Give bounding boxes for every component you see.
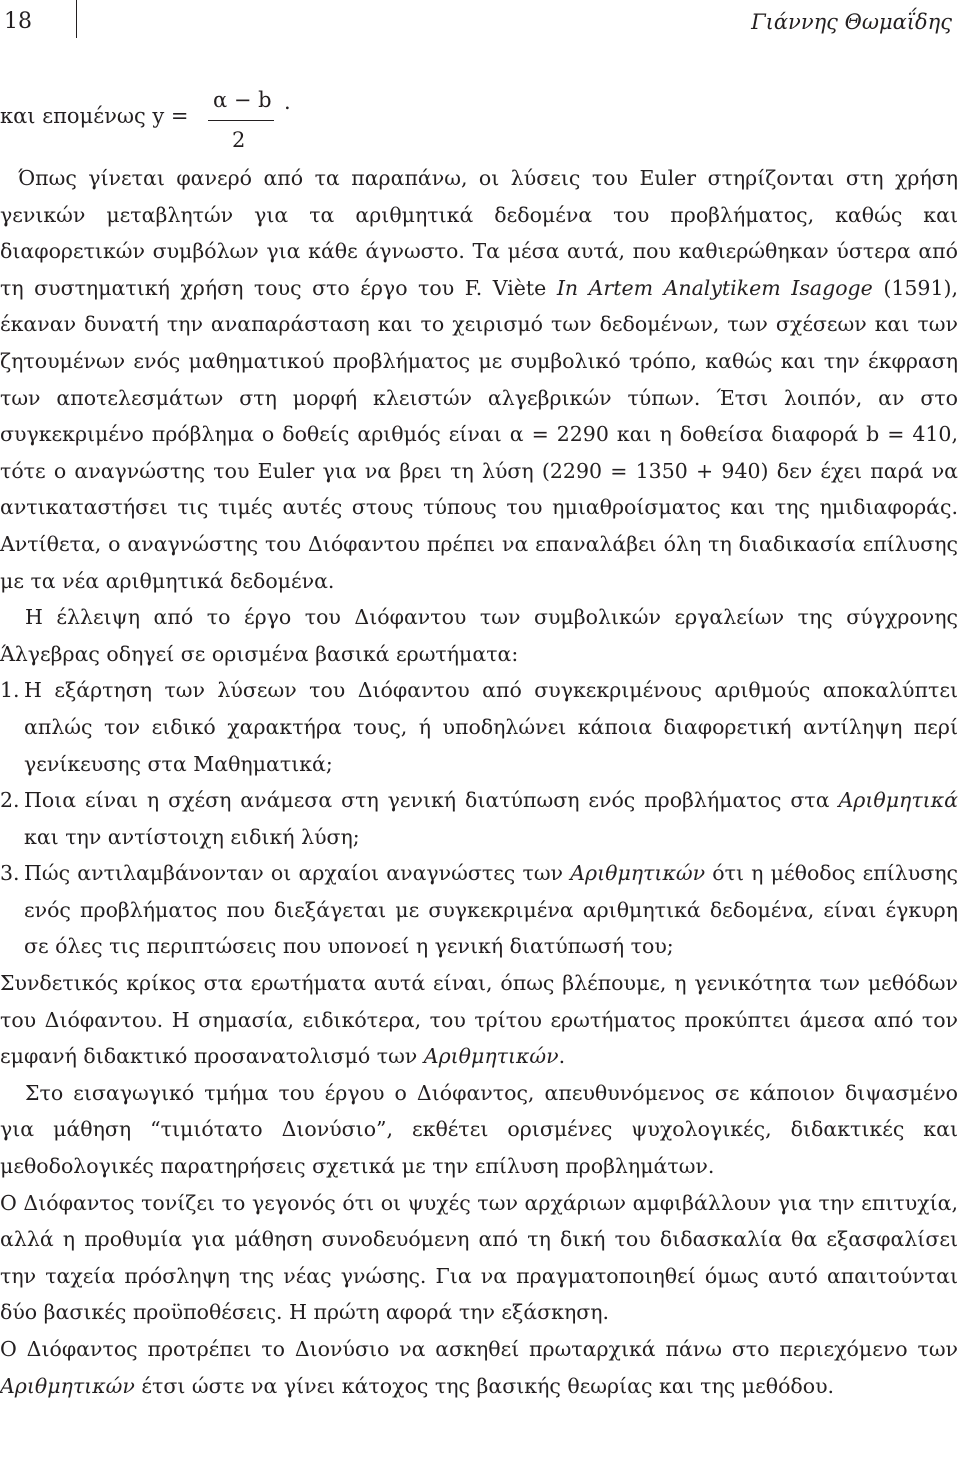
list-item (0, 855, 958, 965)
paragraph-method (0, 1331, 958, 1404)
list-text: Ποια είναι η σχέση ανάμεσα στη γενική διατύπωση ενός προβλήματος στα (24, 788, 839, 813)
paragraph-exercise: Ο Διόφαντος τονίζει το γεγονός ότι οι ψυχές των αρχάριων αμφιβάλλουν για την επιτυχία, αλλά η προθυμία για μάθηση συνοδευόμενη από τη δική του διδασκαλία θα εξασφαλίσει την ταχεία πρόσληψη της νέας γνώσης. Για να πραγματοποιηθεί όμως αυτό απαιτούνται δύο βασικές προϋποθέσεις. Η πρώτη αφορά την εξάσκηση. (0, 1190, 958, 1325)
list-text: Πώς αντιλαμβάνονταν οι αρχαίοι αναγνώστες των (24, 861, 571, 886)
page-header (0, 0, 960, 44)
body-text (0, 160, 958, 1404)
list-item (0, 672, 958, 782)
header-divider (76, 0, 77, 38)
paragraph-text: Ο Διόφαντος προτρέπει το Διονύσιο να ασκηθεί πρωταρχικά πάνω στο περιεχόμενο των (0, 1337, 958, 1361)
equation-lead-text: και επομένως y = (0, 104, 189, 128)
book-title-italic: Αριθμητικά (838, 788, 958, 813)
list-item-text (24, 672, 958, 782)
fraction-denominator: 2 (232, 128, 246, 152)
paragraph-text: Συνδετικός κρίκος στα ερωτήματα αυτά είναι, όπως βλέπουμε, η γενικότητα των μεθόδων του Διόφαντου. Η σημασία, ειδικότερα, του τρίτου ερωτήματος προκύπτει άμεσα από τον εμφανή διδακτικό προσανατολισμό των (0, 971, 958, 1069)
list-number: 3. (0, 861, 20, 886)
paragraph-text: έτσι ώστε να γίνει κάτοχος της βασικής θεωρίας και της μεθόδου. (134, 1373, 835, 1398)
list-number: 1. (0, 678, 20, 703)
page-number: 18 (4, 9, 32, 34)
list-item-text (24, 782, 958, 855)
fraction-bar (208, 120, 274, 121)
list-item (0, 782, 958, 855)
paragraph-introduction: Στο εισαγωγικό τμήμα του έργου ο Διόφαντος, απευθυνόμενος σε κάποιον διψασμένο για μάθηση “τιμιότατο Διονύσιο”, εκθέτει ορισμένες ψυχολογικές, διδακτικές και μεθοδολογικές παρατηρήσεις σχετικά με την επίλυση προβλημάτων. (0, 1080, 958, 1179)
paragraph-text: . (558, 1044, 566, 1069)
paragraph-questions-intro: Η έλλειψη από το έργο του Διόφαντου των συμβολικών εργαλείων της σύγχρονης Άλγεβρας οδηγεί σε ορισμένα βασικά ερωτήματα: (0, 605, 958, 666)
paragraph-text: (1591), έκαναν δυνατή την αναπαράσταση και το χειρισμό των δεδομένων, των σχέσεων και των ζητουμένων ενός μαθηματικού προβλήματος με συμβολικό τρόπο, καθώς και την έκφραση των αποτελεσμάτων στη μορφή κλειστών αλγεβρικών τύπων. Έτσι λοιπόν, αν στο συγκεκριμένο πρόβλημα ο δοθείς αριθμός είναι α = 2290 και η δοθείσα διαφορά b = 410, τότε ο αναγνώστης του Euler για να βρει τη λύση (2290 = 1350 + 940) δεν έχει παρά να αντικαταστήσει τις τιμές αυτές στους τύπους του ημιαθροίσματος και της ημιδιαφοράς. Αντίθετα, ο αναγνώστης του Διόφαντου πρέπει να επαναλάβει όλη τη διαδικασία επίλυσης με τα νέα αριθμητικά δεδομένα. (0, 275, 958, 593)
list-text: ότι η μέθοδος επίλυσης ενός προβλήματος που διεξάγεται με συγκεκριμένα αριθμητικά δεδομένα, είναι έγκυρη σε όλες τις περιπτώσεις που υπονοεί η γενική διατύπωσή του; (24, 861, 958, 959)
book-title-italic: Αριθμητικών (570, 861, 706, 886)
paragraph-generality (0, 965, 958, 1075)
paragraph-text: Όπως γίνεται φανερό από τα παραπάνω, οι λύσεις του Euler στηρίζονται στη χρήση γενικών μεταβλητών για τα αριθμητικά δεδομένα του προβλήματος, καθώς και διαφορετικών συμβόλων για κάθε άγνωστο. Τα μέσα αυτά, που καθιερώθηκαν ύστερα από τη συστηματική χρήση τους στο έργο του F. Viète (0, 166, 958, 300)
fraction-numerator: α − b (213, 88, 272, 112)
list-item-text (24, 855, 958, 965)
list-number: 2. (0, 788, 20, 813)
book-title-italic: In Artem Analytikem Isagoge (556, 275, 873, 300)
book-title-italic: Αριθμητικών (0, 1373, 135, 1398)
list-text: Η εξάρτηση των λύσεων του Διόφαντου από συγκεκριμένους αριθμούς αποκαλύπτει απλώς τον ειδικό χαρακτήρα τους, ή υποδηλώνει κάποια διαφορετική αντίληψη περί γενίκευσης στα Μαθηματικά; (24, 678, 958, 776)
equation-period: . (284, 90, 291, 114)
paragraph-euler-viete (0, 160, 958, 599)
book-title-italic: Αριθμητικών (423, 1044, 559, 1069)
running-title: Γιάννης Θωμαΐδης (751, 10, 952, 34)
list-text: και την αντίστοιχη ειδική λύση; (24, 824, 360, 849)
